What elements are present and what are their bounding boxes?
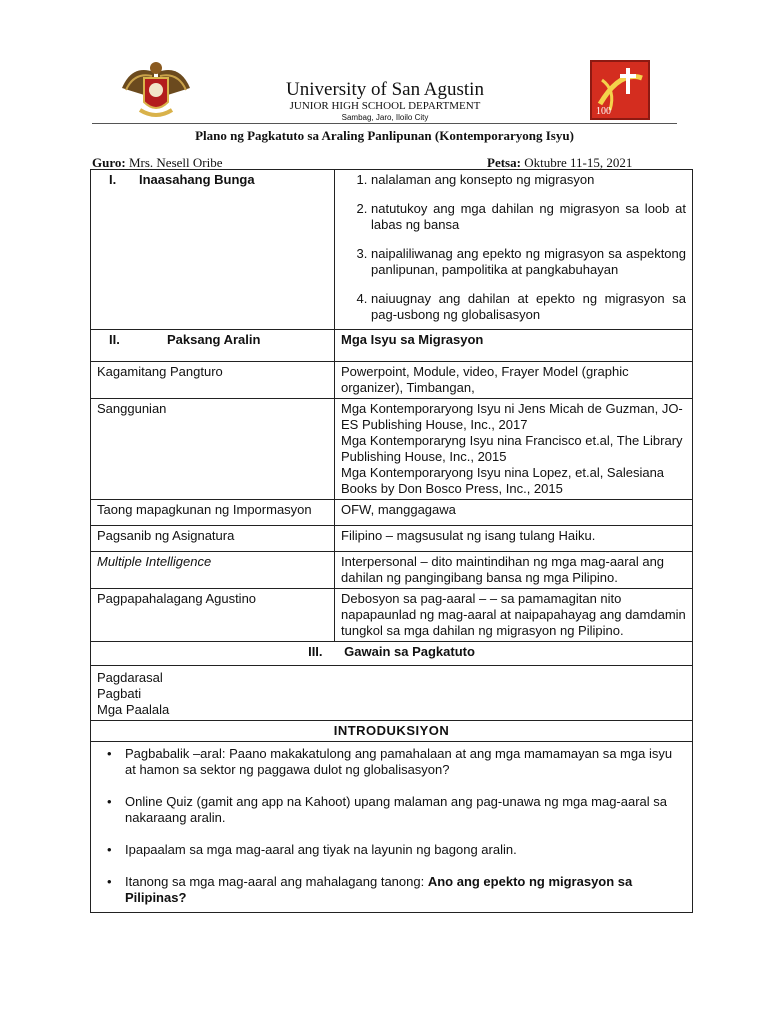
objective-item: 2. natutukoy ang mga dahilan ng migrasyon sa loob at labas ng bansa xyxy=(371,201,686,233)
multiple-value: Interpersonal – dito maintindihan ng mga mag-aaral ang dahilan ng pangingibang bansa ng mga Pilipino. xyxy=(335,552,693,589)
intro-cell xyxy=(91,742,693,913)
svg-text:100: 100 xyxy=(596,106,611,117)
pagsanib-label: Pagsanib ng Asignatura xyxy=(91,526,335,552)
section-paksang-aralin xyxy=(91,330,693,362)
objectives-list xyxy=(341,172,686,323)
row-taong xyxy=(91,500,693,526)
taong-value: OFW, manggagawa xyxy=(335,500,693,526)
section-2-value: Mga Isyu sa Migrasyon xyxy=(335,330,693,362)
lesson-plan-table xyxy=(90,169,693,913)
reference-item: Mga Kontemporaryong Isyu ni Jens Micah de Guzman, JO-ES Publishing House, Inc., 2017 xyxy=(341,401,683,432)
section-1-number: I. xyxy=(109,172,117,187)
university-seal-logo xyxy=(118,58,194,124)
row-multiple-intelligence xyxy=(91,552,693,589)
opener-item: Pagdarasal xyxy=(97,670,163,685)
intro-text: Ipapaalam sa mga mag-aaral ang tiyak na layunin ng bagong aralin. xyxy=(125,842,517,857)
plan-title: Plano ng Pagkatuto sa Araling Panlipunan (Kontemporaryong Isyu) xyxy=(195,128,574,143)
bullet-icon: • xyxy=(107,746,112,761)
university-heading xyxy=(230,80,540,123)
section-2-number: II. xyxy=(109,332,120,347)
section-inaasahang-bunga xyxy=(91,170,693,330)
guro-value: Mrs. Nesell Oribe xyxy=(128,155,223,170)
row-kagamitan xyxy=(91,362,693,399)
university-address: Sambag, Jaro, Iloilo City xyxy=(341,113,429,122)
reference-item: Mga Kontemporaryong Isyu nina Lopez, et.al, Salesiana Books by Don Bosco Press, Inc., 2015 xyxy=(341,465,665,496)
guro-label: Guro: xyxy=(92,155,126,170)
section-1-objectives xyxy=(335,170,693,330)
section-gawain xyxy=(91,642,693,666)
sanggunian-label: Sanggunian xyxy=(91,399,335,500)
intro-list xyxy=(97,746,686,906)
intro-item xyxy=(107,794,686,826)
row-pagpapahalaga xyxy=(91,589,693,642)
intro-text: Online Quiz (gamit ang app na Kahoot) upang malaman ang pag-unawa ng mga mag-aaral sa nakaraang aralin. xyxy=(125,794,668,825)
bullet-icon: • xyxy=(107,874,112,889)
kagamitan-value: Powerpoint, Module, video, Frayer Model (graphic organizer), Timbangan, xyxy=(335,362,693,399)
intro-item xyxy=(107,842,686,858)
section-1-heading xyxy=(91,170,335,330)
anniversary-emblem-logo xyxy=(590,60,650,120)
objective-item: 1. nalalaman ang konsepto ng migrasyon xyxy=(371,172,686,188)
intro-text: Pagbabalik –aral: Paano makakatulong ang pamahalaan at ang mga mamamayan sa mga isyu at hamon sa sektor ng paggawa dulot ng globalisasyon? xyxy=(125,746,673,777)
intro-item xyxy=(107,746,686,778)
section-3-number: III. xyxy=(308,644,323,659)
row-pagsanib xyxy=(91,526,693,552)
petsa-value: Oktubre 11-15, 2021 xyxy=(524,155,633,170)
reference-item: Mga Kontemporaryng Isyu nina Francisco et.al, The Library Publishing House, Inc., 2015 xyxy=(341,433,683,464)
section-3-heading xyxy=(91,642,693,666)
header-divider xyxy=(92,123,677,124)
kagamitan-label: Kagamitang Pangturo xyxy=(91,362,335,399)
intro-heading: INTRODUKSIYON xyxy=(91,721,693,742)
row-intro-bullets xyxy=(91,742,693,913)
bullet-icon: • xyxy=(107,842,112,857)
objective-item: 3. naipaliliwanag ang epekto ng migrasyon sa aspektong panlipunan, pampolitika at pangkabuhayan xyxy=(371,246,686,278)
university-name: University of San Agustin xyxy=(286,79,484,100)
pagpapahalaga-value: Debosyon sa pag-aaral – – sa pamamagitan nito napapaunlad ng mag-aaral at naipapahayag ang damdamin tungkol sa mga dahilan ng migrasyon ng Pilipino. xyxy=(335,589,693,642)
department-name: JUNIOR HIGH SCHOOL DEPARTMENT xyxy=(289,100,481,112)
section-2-title: Paksang Aralin xyxy=(167,332,261,347)
objective-item: 4. naiuugnay ang dahilan at epekto ng migrasyon sa pag-usbong ng globalisasyon xyxy=(371,291,686,323)
bullet-icon: • xyxy=(107,794,112,809)
section-1-title: Inaasahang Bunga xyxy=(139,172,255,187)
pagpapahalaga-label: Pagpapahalagang Agustino xyxy=(91,589,335,642)
row-openers xyxy=(91,666,693,721)
sanggunian-value xyxy=(335,399,693,500)
row-sanggunian xyxy=(91,399,693,500)
section-3-title: Gawain sa Pagkatuto xyxy=(344,644,475,659)
taong-label: Taong mapagkunan ng Impormasyon xyxy=(91,500,335,526)
row-intro-heading xyxy=(91,721,693,742)
intro-text: Itanong sa mga mag-aaral ang mahalagang tanong: xyxy=(125,874,428,889)
essential-question: Ano ang epekto ng migrasyon sa Pilipinas? xyxy=(125,874,633,905)
multiple-label: Multiple Intelligence xyxy=(91,552,335,589)
openers-cell xyxy=(91,666,693,721)
opener-item: Pagbati xyxy=(97,686,142,701)
pagsanib-value: Filipino – magsusulat ng isang tulang Haiku. xyxy=(335,526,693,552)
opener-item: Mga Paalala xyxy=(97,702,170,717)
intro-item xyxy=(107,874,686,906)
section-2-heading xyxy=(91,330,335,362)
petsa-label: Petsa: xyxy=(487,155,521,170)
